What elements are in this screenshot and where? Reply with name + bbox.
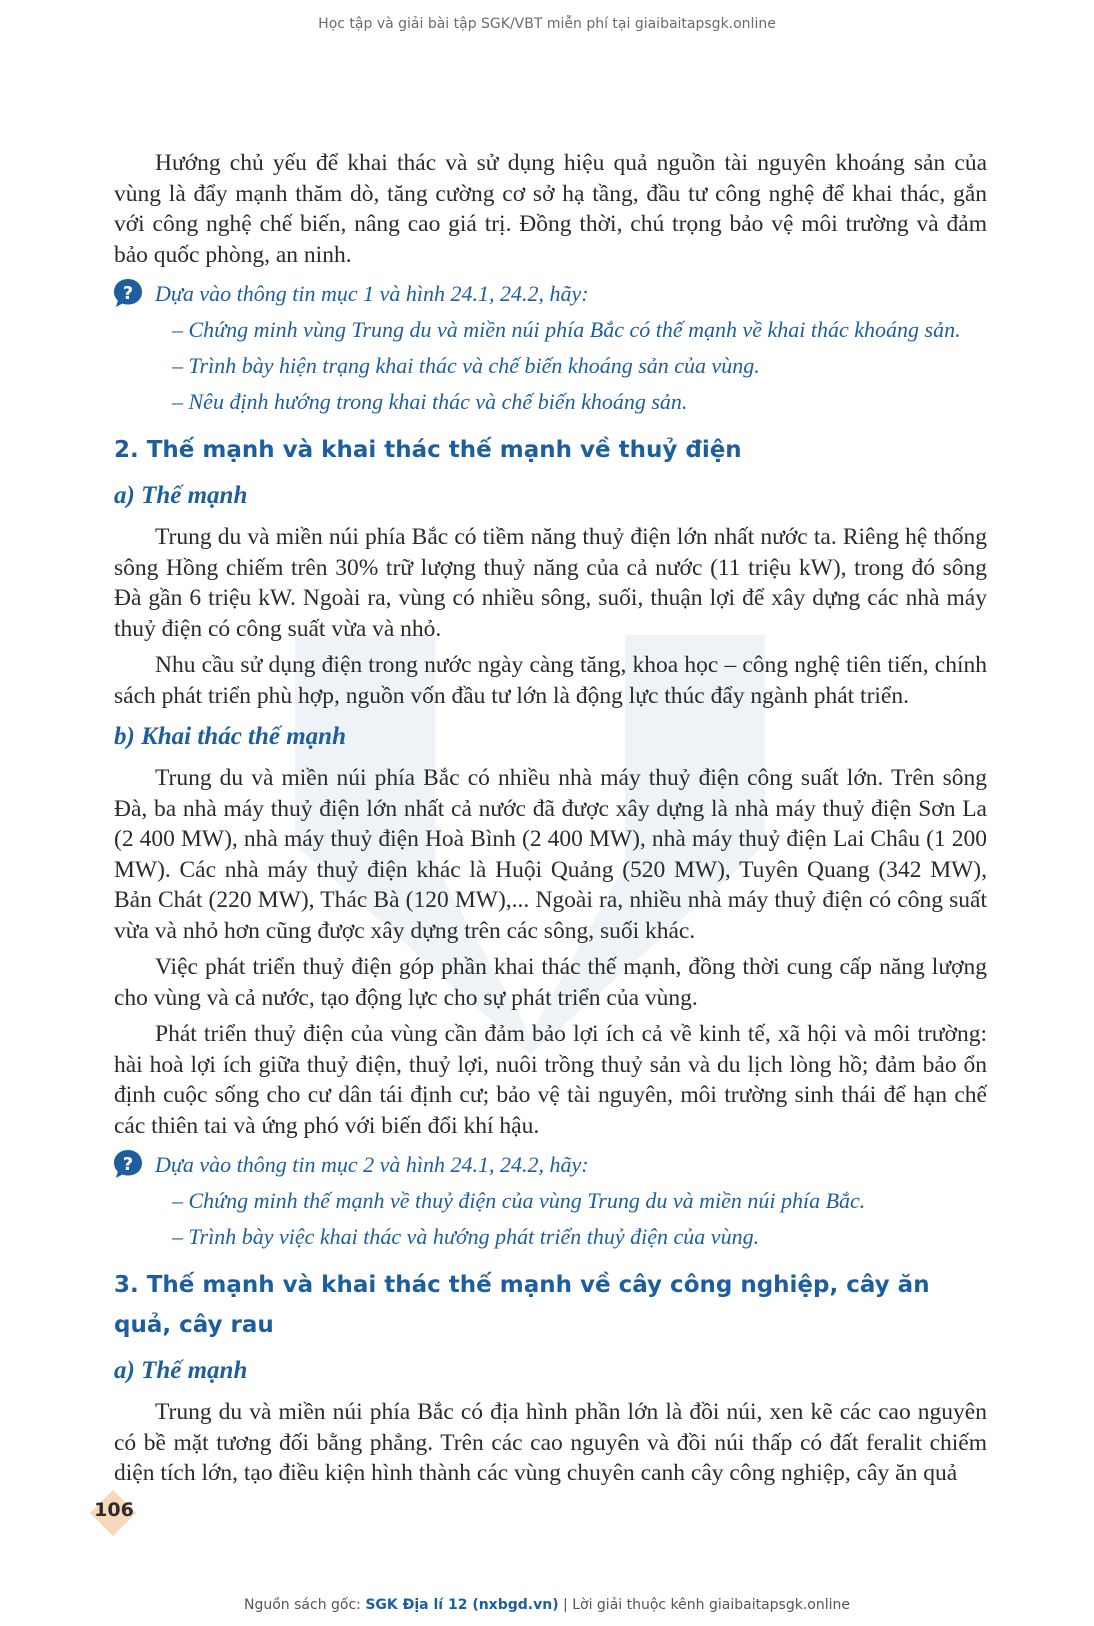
section-2a-paragraph: Trung du và miền núi phía Bắc có tiềm năng thuỷ điện lớn nhất nước ta. Riêng hệ thống sông Hồng chiếm trên 30% trữ lượng thuỷ năng của cả nước (11 triệu kW), trong đó sông Đà gần 6 triệu kW. Ngoài ra, vùng có nhiều sông, suối, thuận lợi để xây dựng các nhà máy thuỷ điện có công suất vừa và nhỏ. <box>114 524 987 642</box>
section-3a-paragraph: Trung du và miền núi phía Bắc có địa hình phần lớn là đồi núi, xen kẽ các cao nguyên có bề mặt tương đối bằng phẳng. Trên các cao nguyên và đồi núi thấp có đất feralit chiếm diện tích lớn, tạo điều kiện hình thành các vùng chuyên canh cây công nghiệp, cây ăn quả <box>114 1399 987 1486</box>
footer-note <box>0 1597 1094 1613</box>
page-content <box>114 148 987 1495</box>
intro-paragraph: Hướng chủ yếu để khai thác và sử dụng hiệu quả nguồn tài nguyên khoáng sản của vùng là đẩy mạnh thăm dò, tăng cường cơ sở hạ tầng, đầu tư công nghệ để khai thác, gắn với công nghệ chế biến, nâng cao giá trị. Đồng thời, chú trọng bảo vệ môi trường và đảm bảo quốc phòng, an ninh. <box>114 150 987 268</box>
question-item: – Chứng minh vùng Trung du và miền núi phía Bắc có thế mạnh về khai thác khoáng sản. <box>172 317 961 342</box>
question-item: – Nêu định hướng trong khai thác và chế biến khoáng sản. <box>172 389 688 414</box>
question-item: – Chứng minh thế mạnh về thuỷ điện của vùng Trung du và miền núi phía Bắc. <box>172 1188 866 1213</box>
question-icon <box>112 1148 144 1180</box>
question-item: – Trình bày hiện trạng khai thác và chế biến khoáng sản của vùng. <box>172 353 760 378</box>
footer-prefix: Nguồn sách gốc: <box>244 1597 366 1613</box>
section-2b-paragraph: Phát triển thuỷ điện của vùng cần đảm bảo lợi ích cả về kinh tế, xã hội và môi trường: hài hoà lợi ích giữa thuỷ điện, thuỷ lợi, nuôi trồng thuỷ sản và du lịch lòng hồ; đảm bảo ổn định cuộc sống cho cư dân tái định cư; bảo vệ tài nguyên, môi trường sinh thái để hạn chế các thiên tai và ứng phó với biến đổi khí hậu. <box>114 1021 987 1139</box>
question-block-2 <box>114 1147 987 1255</box>
question-icon <box>112 277 144 309</box>
header-note: Học tập và giải bài tập SGK/VBT miễn phí tại giaibaitapsgk.online <box>318 16 776 32</box>
section-2a-paragraph: Nhu cầu sử dụng điện trong nước ngày càng tăng, khoa học – công nghệ tiên tiến, chính sách phát triển phù hợp, nguồn vốn đầu tư lớn là động lực thúc đẩy ngành phát triển. <box>114 652 987 709</box>
page-number: 106 <box>94 1499 134 1521</box>
svg-text:?: ? <box>122 1154 134 1175</box>
section-2b-paragraph: Việc phát triển thuỷ điện góp phần khai thác thế mạnh, đồng thời cung cấp năng lượng cho vùng và cả nước, tạo động lực cho sự phát triển của vùng. <box>114 954 987 1011</box>
question-prompt: Dựa vào thông tin mục 2 và hình 24.1, 24.2, hãy: <box>155 1152 589 1177</box>
question-prompt: Dựa vào thông tin mục 1 và hình 24.1, 24.2, hãy: <box>155 281 589 306</box>
section-2a-heading: a) Thế mạnh <box>114 482 248 509</box>
question-item: – Trình bày việc khai thác và hướng phát triển thuỷ điện của vùng. <box>172 1224 760 1249</box>
footer-source-link[interactable]: SGK Địa lí 12 (nxbgd.vn) <box>365 1597 559 1613</box>
section-2b-heading: b) Khai thác thế mạnh <box>114 723 346 750</box>
section-2b-paragraph: Trung du và miền núi phía Bắc có nhiều nhà máy thuỷ điện công suất lớn. Trên sông Đà, ba nhà máy thuỷ điện lớn nhất cả nước đã được xây dựng là nhà máy thuỷ điện Sơn La (2 400 MW), nhà máy thuỷ điện Hoà Bình (2 400 MW), nhà máy thuỷ điện Lai Châu (1 200 MW). Các nhà máy thuỷ điện khác là Huội Quảng (520 MW), Tuyên Quang (342 MW), Bản Chát (220 MW), Thác Bà (120 MW),... Ngoài ra, nhiều nhà máy thuỷ điện có công suất vừa và nhỏ hơn cũng được xây dựng trên các sông, suối khác. <box>114 765 987 944</box>
section-2-heading: 2. Thế mạnh và khai thác thế mạnh về thuỷ điện <box>114 437 742 463</box>
section-3a-heading: a) Thế mạnh <box>114 1357 248 1384</box>
footer-suffix: | Lời giải thuộc kênh giaibaitapsgk.online <box>558 1597 850 1613</box>
question-block-1 <box>114 276 987 420</box>
svg-text:?: ? <box>122 283 134 304</box>
section-3-heading: 3. Thế mạnh và khai thác thế mạnh về cây công nghiệp, cây ăn quả, cây rau <box>114 1272 930 1338</box>
